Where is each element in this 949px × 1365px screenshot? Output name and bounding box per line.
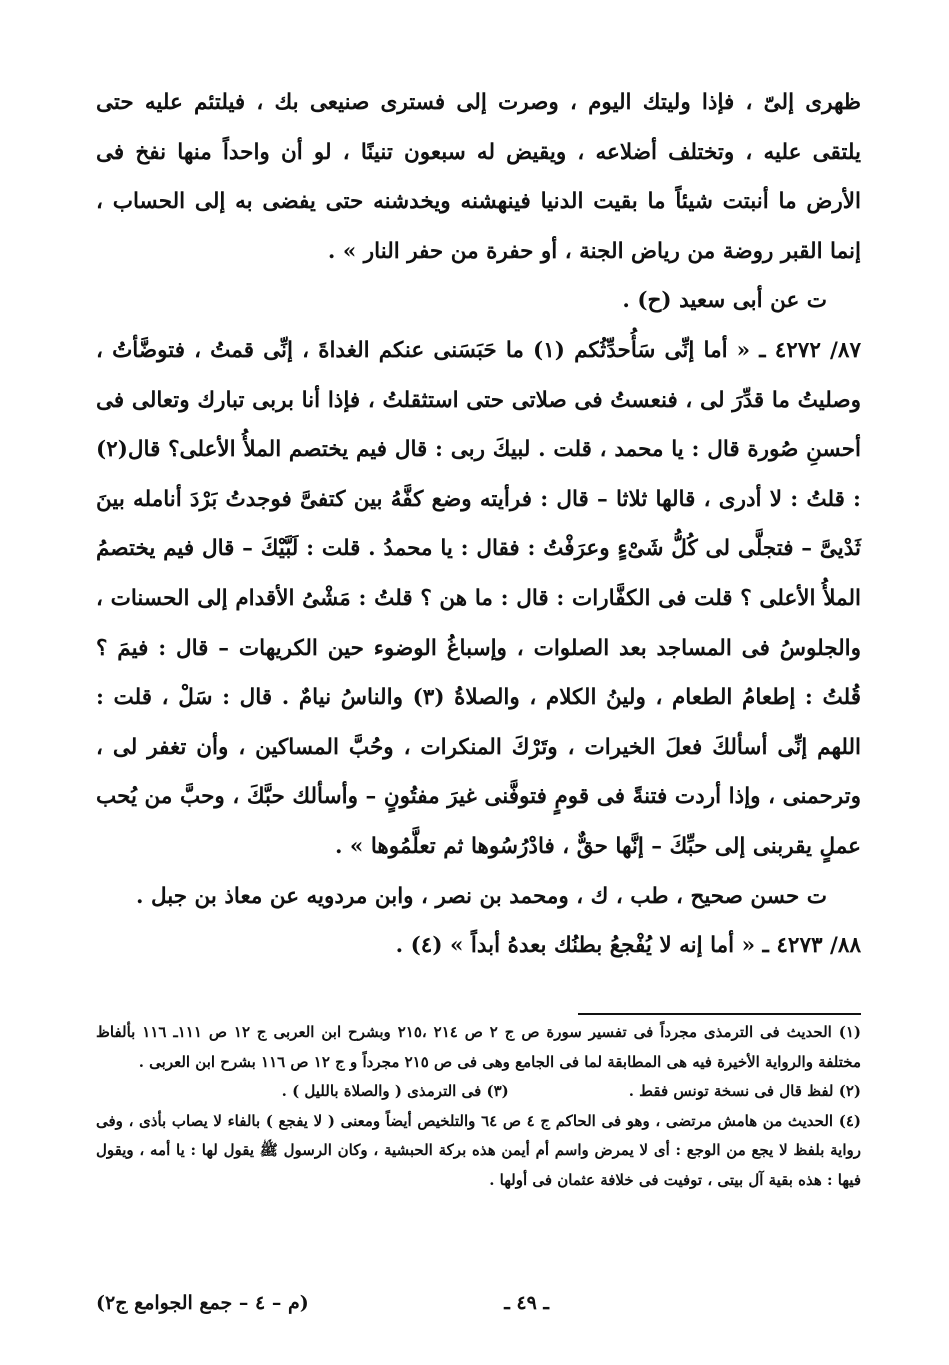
book-signature: (م – ٤ – جمع الجوامع ج٢)	[96, 1292, 309, 1314]
footnote-1: (١) الحديث فى الترمذى مجرداً فى تفسير سورة ص ج ٢ ص ٢١٤ ،٢١٥ وبشرح ابن العربى ج ١٢ ص ١١١ـ ١١٦ بألفاظ مختلفة والرواية الأخيرة فيه هى المطابقة لما فى الجامع وهى فى ص ٢١٥ مجرداً و ج ١٢ ص ١١٦ بشرح ابن العربى .	[96, 1023, 861, 1071]
footnote-row-2-3	[96, 1077, 861, 1107]
hadith-87-number: ٨٧/ ٤٢٧٢ ـ	[759, 337, 861, 363]
hadith-87	[96, 326, 861, 872]
hadith-88-number: ٨٨/ ٤٢٧٣ ـ	[762, 933, 861, 959]
page-number: ـ ٤٩ ـ	[504, 1292, 549, 1314]
footnote-3: (٣) فى الترمذى ( والصلاة بالليل ) .	[281, 1082, 509, 1100]
hadith-88-text: « أما إنه لا يُفْجعُ بطنُك بعدهُ أبداً » (٤) .	[395, 933, 756, 959]
hadith-87-text: « أما إنِّى سَأُحدِّثُكم (١) ما حَبَسَنى عنكم الغداةَ ، إنِّى قمتُ ، فتوضَّأتُ ، وصليتُ ما قدِّرَ لى ، فنعستُ فى صلاتى حتى استثقلتُ ، فإذا أنا بربى تبارك وتعالى فى أحسنِ صُورة قال : يا محمد ، قلت . لبيكَ ربى : قال فيم يختصم الملأُ الأعلى؟ قال(٢) : قلتُ : لا أدرى ، قالها ثلاثا – قال : فرأيته وضع كفَّهُ بين كتفىَّ فوجدتُ بَرْدَ أنامله بينَ ثَدْيىَّ – فتجلَّى لى كُلُّ شَىْءٍ وعرَفْتُ : فقال : يا محمدُ . قلت : لَبَّيْكَ – قال فيم يختصمُ الملأُ الأعلى ؟ قلت فى الكفَّارات : قال : ما هن ؟ قلتُ : مَشْىُ الأقدام إلى الحسنات ، والجلوسُ فى المساجد بعد الصلوات ، وإسباغُ الوضوء حين الكريهات – قال : فيمَ ؟ قُلتُ : إطعامُ الطعام ، ولينُ الكلام ، والصلاةُ (٣) والناسُ نيامٌ . قال : سَلْ ، قلت : اللهم إنِّى أسألكَ فعلَ الخيرات ، وتَرْكَ المنكرات ، وحُبَّ المساكين ، وأن تغفر لى ، وترحمنى ، وإذا أردت فتنةً فى قومٍ فتوفَّنى غيرَ مفتُونٍ – وأسألك حبَّكَ ، وحبَّ من يُحب عملٍ يقربنى إلى حبِّكَ – إنَّها حقٌّ ، فادْرُسُوها ثم تعلَّمُوها » .	[96, 337, 861, 859]
footnote-4: (٤) الحديث من هامش مرتضى ، وهو فى الحاكم ج ٤ ص ٦٤ والتلخيص أيضاً ومعنى ( لا يفجع ) بالفاء لا يصاب بأذى ، وفى رواية بلفظ لا يجع من الوجع : أى لا يمرض واسم أم أيمن هذه بركة الحبشية ، وكان الرسول ﷺ يقول لها : يا أمه ، ويقول فيها : هذه بقية آل بيتى ، توفيت فى خلافة عثمان فى أولها .	[96, 1111, 861, 1189]
page-footer	[96, 1292, 549, 1328]
hadith-87-source: ت حسن صحيح ، طب ، ك ، ومحمد بن نصر ، وابن مردويه عن معاذ بن جبل .	[135, 883, 827, 909]
footnotes	[96, 1018, 861, 1195]
footnote-divider	[578, 1013, 861, 1015]
footnote-2: (٢) لفظ قال فى نسخة تونس فقط .	[628, 1082, 861, 1100]
hadith-86-continuation: ظهرى إلىّ ، فإذا وليتك اليوم ، وصرت إلى فسترى صنيعى بك ، فيلتئم عليه حتى يلتقى عليه ، وتختلف أضلاعه ، ويقيض له سبعون تنينًا ، لو أن واحداً منها نفخ فى الأرض ما أنبتت شيئاً ما بقيت الدنيا فينهشنه ويخدشنه حتى يفضى به إلى الحساب ، إنما القبر روضة من رياض الجنة ، أو حفرة من حفر النار » .	[96, 90, 861, 264]
main-text	[96, 78, 861, 971]
hadith-88	[96, 921, 861, 971]
hadith-86-source: ت عن أبى سعيد (ح) .	[622, 288, 827, 314]
